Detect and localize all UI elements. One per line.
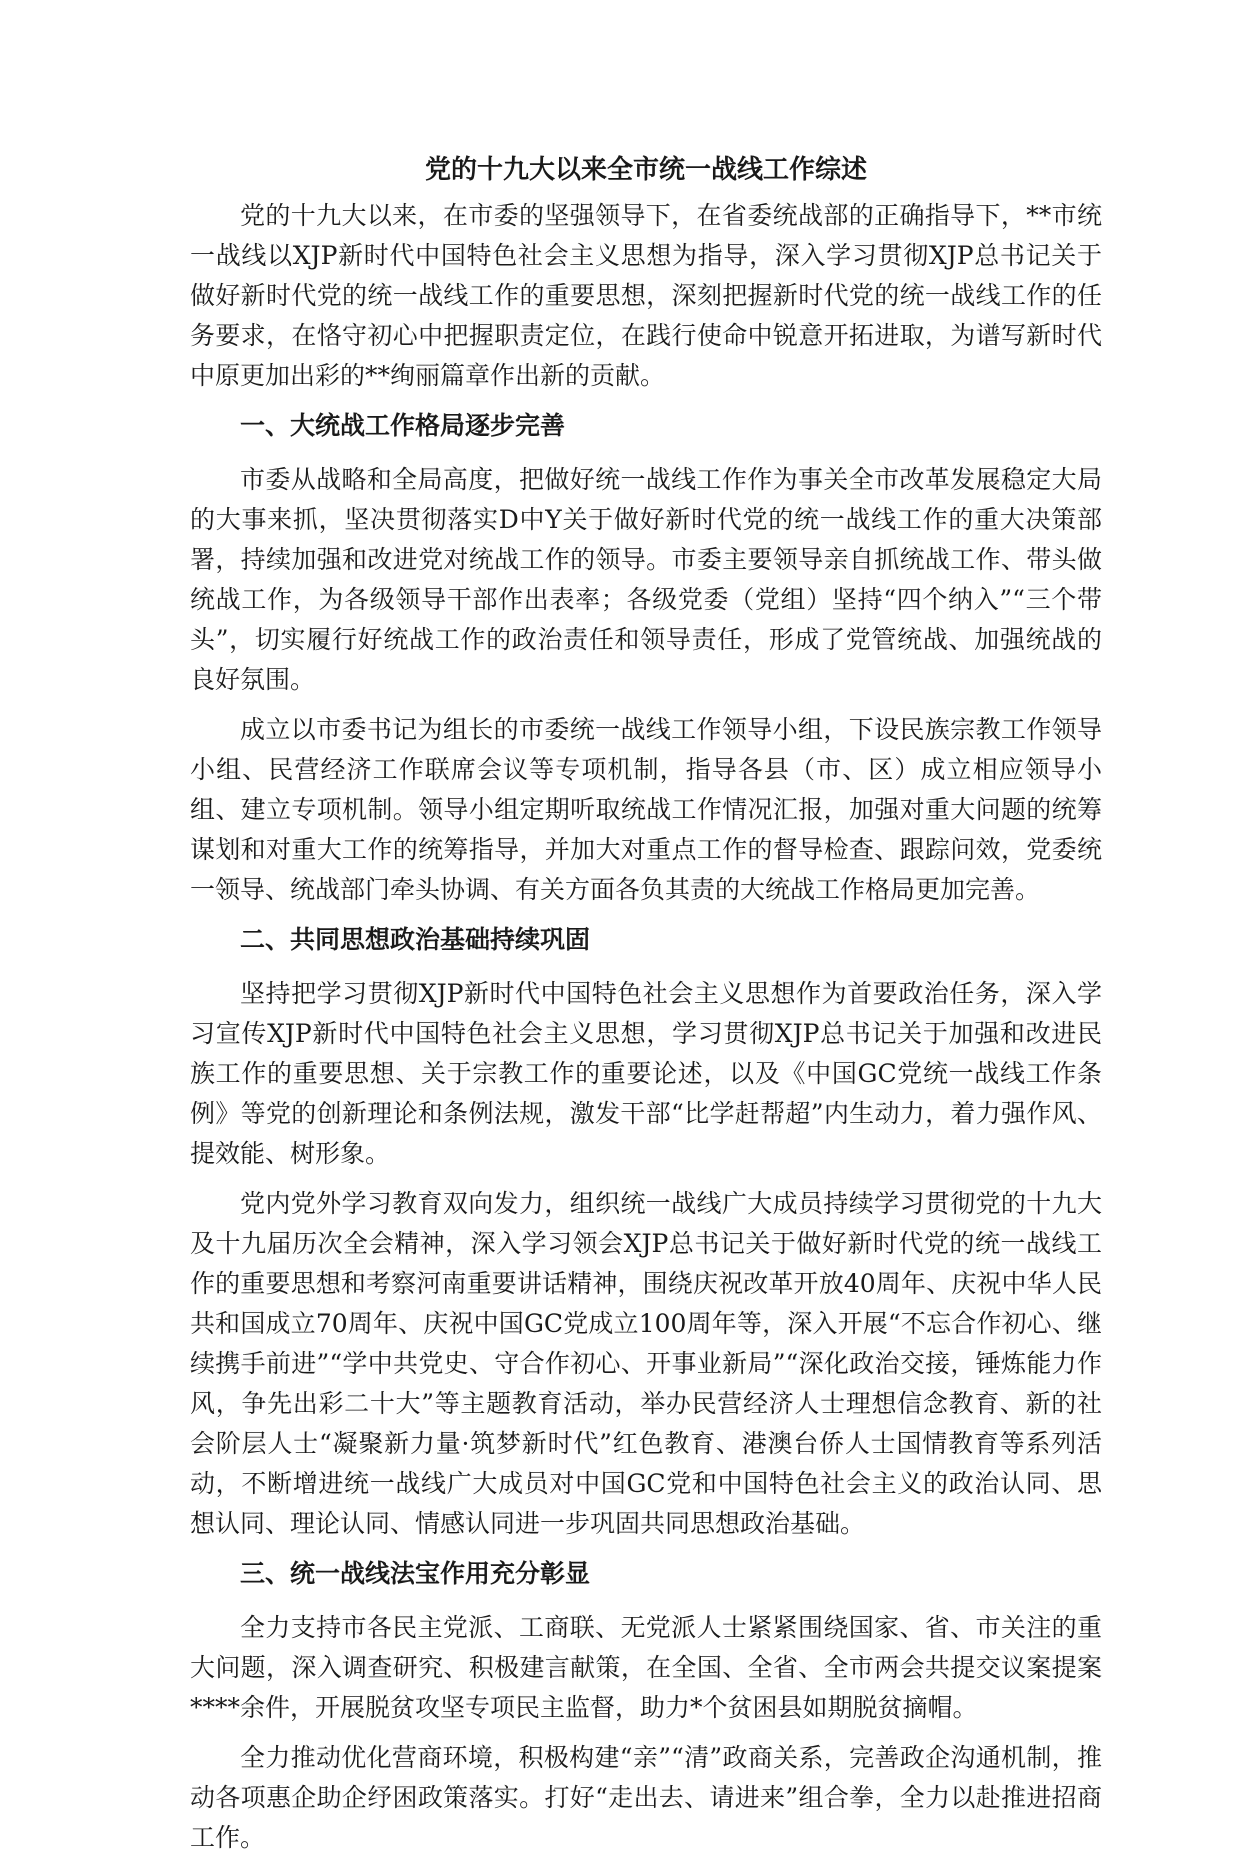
document-title: 党的十九大以来全市统一战线工作综述 — [424, 155, 867, 185]
section-paragraph: 成立以市委书记为组长的市委统一战线工作领导小组，下设民族宗教工作领导小组、民营经济工作联席会议等专项机制，指导各县（市、区）成立相应领导小组、建立专项机制。领导小组定期听取统战工作情况汇报，加强对重大问题的统筹谋划和对重大工作的统筹指导，并加大对重点工作的督导检查、跟踪问效，党委统一领导、统战部门牵头协调、有关方面各负其责的大统战工作格局更加完善。 — [190, 715, 1102, 904]
section-1 — [190, 406, 1102, 910]
section-paragraph: 全力推动优化营商环境，积极构建“亲”“清”政商关系，完善政企沟通机制，推动各项惠企助企纾困政策落实。打好“走出去、请进来”组合拳，全力以赴推进招商工作。 — [190, 1743, 1102, 1852]
section-paragraph: 党内党外学习教育双向发力，组织统一战线广大成员持续学习贯彻党的十九大及十九届历次全会精神，深入学习领会XJP总书记关于做好新时代党的统一战线工作的重要思想和考察河南重要讲话精神，围绕庆祝改革开放40周年、庆祝中华人民共和国成立70周年、庆祝中国GC党成立100周年等，深入开展“不忘合作初心、继续携手前进”“学中共党史、守合作初心、开事业新局”“深化政治交接，锤炼能力作风，争先出彩二十大”等主题教育活动，举办民营经济人士理想信念教育、新的社会阶层人士“凝聚新力量·筑梦新时代”红色教育、港澳台侨人士国情教育等系列活动，不断增进统一战线广大成员对中国GC党和中国特色社会主义的政治认同、思想认同、理论认同、情感认同进一步巩固共同思想政治基础。 — [190, 1189, 1102, 1538]
section-heading: 一、大统战工作格局逐步完善 — [240, 411, 566, 440]
document-page — [190, 150, 1102, 1868]
section-2 — [190, 920, 1102, 1544]
intro-paragraph: 党的十九大以来，在市委的坚强领导下，在省委统战部的正确指导下，**市统一战线以XJP新时代中国特色社会主义思想为指导，深入学习贯彻XJP总书记关于做好新时代党的统一战线工作的重要思想，深刻把握新时代党的统一战线工作的任务要求，在恪守初心中把握职责定位，在践行使命中锐意开拓进取，为谱写新时代中原更加出彩的**绚丽篇章作出新的贡献。 — [190, 201, 1102, 390]
section-paragraph: 全力支持市各民主党派、工商联、无党派人士紧紧围绕国家、省、市关注的重大问题，深入调查研究、积极建言献策，在全国、全省、全市两会共提交议案提案****余件，开展脱贫攻坚专项民主监督，助力*个贫困县如期脱贫摘帽。 — [190, 1613, 1102, 1722]
section-paragraph: 坚持把学习贯彻XJP新时代中国特色社会主义思想作为首要政治任务，深入学习宣传XJP新时代中国特色社会主义思想，学习贯彻XJP总书记关于加强和改进民族工作的重要思想、关于宗教工作的重要论述，以及《中国GC党统一战线工作条例》等党的创新理论和条例法规，激发干部“比学赶帮超”内生动力，着力强作风、提效能、树形象。 — [190, 979, 1102, 1168]
section-paragraph: 市委从战略和全局高度，把做好统一战线工作作为事关全市改革发展稳定大局的大事来抓，坚决贯彻落实D中Y关于做好新时代党的统一战线工作的重大决策部署，持续加强和改进党对统战工作的领导。市委主要领导亲自抓统战工作、带头做统战工作，为各级领导干部作出表率；各级党委（党组）坚持“四个纳入”“三个带头”，切实履行好统战工作的政治责任和领导责任，形成了党管统战、加强统战的良好氛围。 — [190, 465, 1102, 694]
section-3 — [190, 1554, 1102, 1858]
section-heading: 二、共同思想政治基础持续巩固 — [240, 925, 591, 954]
section-heading: 三、统一战线法宝作用充分彰显 — [240, 1559, 591, 1588]
